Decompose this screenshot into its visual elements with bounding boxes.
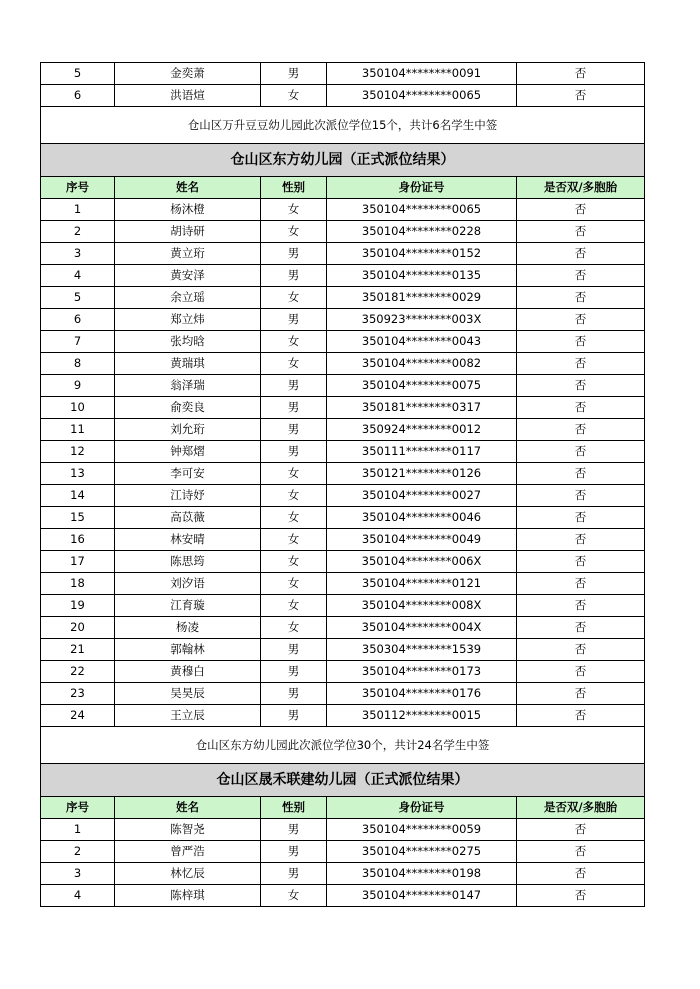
table-row [41,243,645,265]
id-number-cell: 350104********006X [327,551,517,573]
student-name-cell: 林安晴 [115,529,261,551]
gender-cell: 男 [261,841,327,863]
id-number-cell: 350104********0075 [327,375,517,397]
student-name-cell: 胡诗研 [115,221,261,243]
table-row [41,309,645,331]
table-row [41,661,645,683]
row-number-cell: 13 [41,463,115,485]
twin-status-cell: 否 [517,375,645,397]
table-row [41,419,645,441]
student-name-cell: 黄瑞琪 [115,353,261,375]
header-twin-status: 是否双/多胞胎 [517,177,645,199]
row-number-cell: 5 [41,287,115,309]
allocation-summary: 仓山区万升豆豆幼儿园此次派位学位15个，共计6名学生中签 [41,107,645,144]
id-number-cell: 350181********0317 [327,397,517,419]
table-row [41,819,645,841]
id-number-cell: 350104********0228 [327,221,517,243]
student-name-cell: 钟郑熠 [115,441,261,463]
row-number-cell: 6 [41,85,115,107]
id-number-cell: 350104********0027 [327,485,517,507]
lottery-results-body [41,63,645,907]
id-number-cell: 350104********0275 [327,841,517,863]
twin-status-cell: 否 [517,85,645,107]
twin-status-cell: 否 [517,221,645,243]
id-number-cell: 350104********0198 [327,863,517,885]
row-number-cell: 12 [41,441,115,463]
twin-status-cell: 否 [517,841,645,863]
twin-status-cell: 否 [517,551,645,573]
student-name-cell: 杨沐橙 [115,199,261,221]
table-row [41,705,645,727]
row-number-cell: 10 [41,397,115,419]
twin-status-cell: 否 [517,63,645,85]
twin-status-cell: 否 [517,353,645,375]
twin-status-cell: 否 [517,617,645,639]
student-name-cell: 林忆辰 [115,863,261,885]
twin-status-cell: 否 [517,331,645,353]
header-number: 序号 [41,177,115,199]
row-number-cell: 18 [41,573,115,595]
student-name-cell: 黄穆白 [115,661,261,683]
student-name-cell: 陈思筠 [115,551,261,573]
student-name-cell: 杨凌 [115,617,261,639]
student-name-cell: 刘允珩 [115,419,261,441]
row-number-cell: 16 [41,529,115,551]
kindergarten-title-row [41,764,645,797]
column-header-row [41,797,645,819]
twin-status-cell: 否 [517,819,645,841]
row-number-cell: 4 [41,265,115,287]
student-name-cell: 吴昊辰 [115,683,261,705]
table-row [41,683,645,705]
gender-cell: 男 [261,441,327,463]
row-number-cell: 9 [41,375,115,397]
lottery-results-table [40,62,645,907]
id-number-cell: 350104********004X [327,617,517,639]
twin-status-cell: 否 [517,863,645,885]
id-number-cell: 350104********0176 [327,683,517,705]
twin-status-cell: 否 [517,683,645,705]
table-row [41,441,645,463]
id-number-cell: 350104********0082 [327,353,517,375]
gender-cell: 男 [261,63,327,85]
gender-cell: 女 [261,551,327,573]
table-row [41,551,645,573]
student-name-cell: 陈智尧 [115,819,261,841]
allocation-summary-row [41,727,645,764]
header-id-number: 身份证号 [327,177,517,199]
row-number-cell: 19 [41,595,115,617]
row-number-cell: 17 [41,551,115,573]
gender-cell: 女 [261,595,327,617]
row-number-cell: 2 [41,841,115,863]
table-row [41,331,645,353]
row-number-cell: 4 [41,885,115,907]
row-number-cell: 3 [41,863,115,885]
id-number-cell: 350104********0147 [327,885,517,907]
row-number-cell: 6 [41,309,115,331]
student-name-cell: 高苡薇 [115,507,261,529]
kindergarten-title: 仓山区晟禾联建幼儿园（正式派位结果） [41,764,645,797]
header-gender: 性别 [261,177,327,199]
row-number-cell: 14 [41,485,115,507]
twin-status-cell: 否 [517,265,645,287]
header-name: 姓名 [115,177,261,199]
table-row [41,221,645,243]
table-row [41,397,645,419]
student-name-cell: 曾严浩 [115,841,261,863]
gender-cell: 男 [261,265,327,287]
student-name-cell: 刘汐语 [115,573,261,595]
twin-status-cell: 否 [517,485,645,507]
row-number-cell: 23 [41,683,115,705]
column-header-row [41,177,645,199]
header-name: 姓名 [115,797,261,819]
kindergarten-title: 仓山区东方幼儿园（正式派位结果） [41,144,645,177]
header-id-number: 身份证号 [327,797,517,819]
row-number-cell: 8 [41,353,115,375]
table-row [41,353,645,375]
gender-cell: 男 [261,705,327,727]
table-row [41,841,645,863]
gender-cell: 男 [261,243,327,265]
twin-status-cell: 否 [517,639,645,661]
table-row [41,463,645,485]
header-gender: 性别 [261,797,327,819]
row-number-cell: 21 [41,639,115,661]
table-row [41,573,645,595]
id-number-cell: 350111********0117 [327,441,517,463]
student-name-cell: 黄立珩 [115,243,261,265]
table-row [41,485,645,507]
row-number-cell: 1 [41,199,115,221]
student-name-cell: 江育璇 [115,595,261,617]
twin-status-cell: 否 [517,595,645,617]
gender-cell: 男 [261,397,327,419]
header-number: 序号 [41,797,115,819]
id-number-cell: 350104********0059 [327,819,517,841]
table-row [41,287,645,309]
table-row [41,199,645,221]
row-number-cell: 11 [41,419,115,441]
allocation-summary: 仓山区东方幼儿园此次派位学位30个，共计24名学生中签 [41,727,645,764]
table-row [41,529,645,551]
student-name-cell: 郑立炜 [115,309,261,331]
row-number-cell: 5 [41,63,115,85]
student-name-cell: 张均晗 [115,331,261,353]
gender-cell: 女 [261,353,327,375]
gender-cell: 女 [261,885,327,907]
id-number-cell: 350104********0065 [327,85,517,107]
twin-status-cell: 否 [517,507,645,529]
student-name-cell: 翁泽瑞 [115,375,261,397]
twin-status-cell: 否 [517,441,645,463]
student-name-cell: 陈梓琪 [115,885,261,907]
gender-cell: 男 [261,639,327,661]
id-number-cell: 350121********0126 [327,463,517,485]
gender-cell: 女 [261,85,327,107]
gender-cell: 男 [261,375,327,397]
id-number-cell: 350104********0173 [327,661,517,683]
student-name-cell: 俞奕良 [115,397,261,419]
gender-cell: 女 [261,199,327,221]
table-row [41,85,645,107]
table-row [41,617,645,639]
row-number-cell: 22 [41,661,115,683]
id-number-cell: 350304********1539 [327,639,517,661]
row-number-cell: 1 [41,819,115,841]
twin-status-cell: 否 [517,705,645,727]
gender-cell: 女 [261,287,327,309]
gender-cell: 女 [261,529,327,551]
table-row [41,507,645,529]
table-row [41,595,645,617]
gender-cell: 男 [261,419,327,441]
twin-status-cell: 否 [517,885,645,907]
id-number-cell: 350181********0029 [327,287,517,309]
gender-cell: 女 [261,507,327,529]
twin-status-cell: 否 [517,419,645,441]
gender-cell: 女 [261,617,327,639]
kindergarten-title-row [41,144,645,177]
twin-status-cell: 否 [517,397,645,419]
id-number-cell: 350104********0046 [327,507,517,529]
student-name-cell: 洪语煊 [115,85,261,107]
twin-status-cell: 否 [517,529,645,551]
row-number-cell: 3 [41,243,115,265]
twin-status-cell: 否 [517,243,645,265]
twin-status-cell: 否 [517,463,645,485]
gender-cell: 男 [261,661,327,683]
gender-cell: 女 [261,221,327,243]
student-name-cell: 金奕萧 [115,63,261,85]
header-twin-status: 是否双/多胞胎 [517,797,645,819]
id-number-cell: 350104********0049 [327,529,517,551]
id-number-cell: 350924********0012 [327,419,517,441]
table-row [41,375,645,397]
row-number-cell: 15 [41,507,115,529]
id-number-cell: 350104********008X [327,595,517,617]
id-number-cell: 350923********003X [327,309,517,331]
student-name-cell: 余立瑶 [115,287,261,309]
student-name-cell: 江诗妤 [115,485,261,507]
row-number-cell: 2 [41,221,115,243]
gender-cell: 女 [261,573,327,595]
student-name-cell: 李可安 [115,463,261,485]
twin-status-cell: 否 [517,661,645,683]
gender-cell: 男 [261,309,327,331]
id-number-cell: 350104********0065 [327,199,517,221]
gender-cell: 男 [261,863,327,885]
row-number-cell: 24 [41,705,115,727]
gender-cell: 男 [261,683,327,705]
student-name-cell: 黄安泽 [115,265,261,287]
table-row [41,885,645,907]
twin-status-cell: 否 [517,199,645,221]
gender-cell: 女 [261,331,327,353]
row-number-cell: 20 [41,617,115,639]
row-number-cell: 7 [41,331,115,353]
table-row [41,265,645,287]
twin-status-cell: 否 [517,573,645,595]
id-number-cell: 350104********0043 [327,331,517,353]
student-name-cell: 郭翰林 [115,639,261,661]
twin-status-cell: 否 [517,309,645,331]
gender-cell: 女 [261,485,327,507]
id-number-cell: 350104********0121 [327,573,517,595]
id-number-cell: 350104********0135 [327,265,517,287]
id-number-cell: 350104********0091 [327,63,517,85]
id-number-cell: 350112********0015 [327,705,517,727]
gender-cell: 男 [261,819,327,841]
table-row [41,63,645,85]
allocation-summary-row [41,107,645,144]
twin-status-cell: 否 [517,287,645,309]
gender-cell: 女 [261,463,327,485]
table-row [41,639,645,661]
student-name-cell: 王立辰 [115,705,261,727]
table-row [41,863,645,885]
id-number-cell: 350104********0152 [327,243,517,265]
